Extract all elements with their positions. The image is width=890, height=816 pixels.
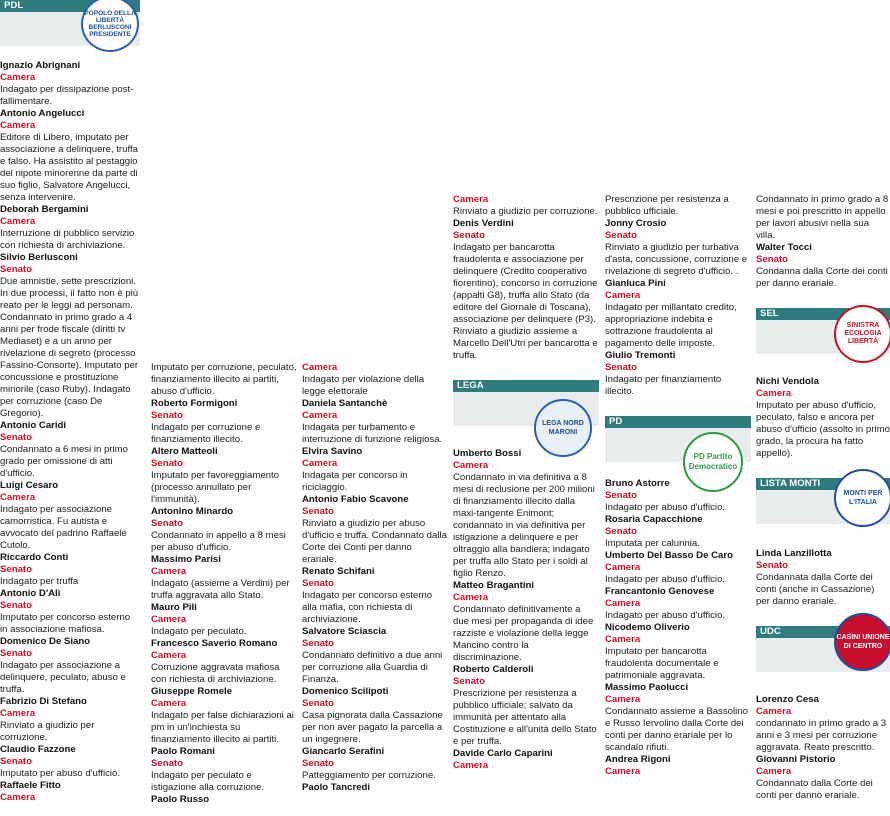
entry-chamber: Senato [151, 458, 183, 469]
entry-text: Condannato definitivo a due anni per corruzione alla Guardia di Finanza. [302, 650, 443, 685]
party-label: LEGA [457, 380, 484, 391]
entry-text: Due amnistie, sette prescrizioni. In due processi, il fatto non è più reato per le leggi ad personam. Condannato in primo grado a 4 anni per frode fiscale (diritti tv Mediaset) e a un anno per rivelazione di segreto (processo Fassino-Consorte). Imputato per concussione e prostituzione minorile (caso Ruby). Indagato per corruzione (caso De Gregorio). [0, 276, 139, 419]
entry-chamber: Senato [302, 578, 334, 589]
party-label: LISTA MONTI [760, 478, 821, 489]
entry-text: Rinviato a giudizio per turbativa d'asta, concussione, corruzione e rivelazione di segreto d'ufficio. . [605, 242, 748, 277]
entry-name: Umberto Del Basso De Caro [605, 550, 733, 561]
entry-text: Imputata per calunnia. [605, 538, 700, 549]
entry-text: Imputato per corruzione, peculato, finanziamento illecito ai partiti, abuso d'ufficio. [151, 362, 297, 397]
entry-chamber: Camera [302, 410, 338, 421]
entry-chamber: Senato [151, 518, 183, 529]
entry-text: Condannato in appello a 8 mesi per abuso d'ufficio. [151, 530, 286, 553]
entry-name: Paolo Russo [151, 794, 210, 805]
pd-logo [683, 432, 743, 492]
entry-chamber: Senato [302, 638, 334, 649]
entry-chamber: Camera [0, 492, 36, 503]
entry-name: Francesco Saverio Romano [151, 638, 278, 649]
entry-chamber: Senato [0, 756, 32, 767]
entry-text: Condannato assieme a Bassolino e Russo Iervolino dalla Corte dei conti per danno erariale per lo scandalo rifiuti. [605, 706, 748, 753]
entry-text: Indagato per abuso d'ufficio. [605, 574, 726, 585]
entry-name: Umberto Bossi [453, 448, 522, 459]
entry-name: Giuseppe Romele [151, 686, 233, 697]
entry-text: Patteggiamento per corruzione. [302, 770, 436, 781]
entry-text: Condannato dalla Corte dei conti per danno erariale. [756, 778, 873, 801]
entry-name: Luigi Cesaro [0, 480, 59, 491]
entry-name: Rosaria Capacchione [605, 514, 703, 525]
entry-name: Ignazio Abrignani [0, 60, 81, 71]
entry-name: Antonio Caridi [0, 420, 67, 431]
entry-chamber: Senato [0, 564, 32, 575]
entry-chamber: Camera [453, 592, 489, 603]
entry-chamber: Camera [756, 706, 792, 717]
entry-name: Mauro Pili [151, 602, 197, 613]
entry-name: Nichi Vendola [756, 376, 819, 387]
entry-chamber: Senato [605, 490, 637, 501]
entry-name: Jonny Crosio [605, 218, 667, 229]
entry-name: Gianluca Pini [605, 278, 666, 289]
monti-logo-text: MONTI PER L'ITALIA [843, 490, 883, 506]
monti-logo [834, 469, 890, 527]
column-pdl [0, 0, 140, 804]
entry-text: Indagato per truffa [0, 576, 79, 587]
entry-chamber: Senato [0, 648, 32, 659]
entry-text: Rinviato a giudizio per corruzione. [453, 206, 598, 217]
entry-text: Rinviato a giudizio per corruzione. [0, 720, 95, 743]
entry-text: Rinviato a giudizio per abuso d'ufficio e truffa. Condannato dalla Corte dei Conti per danno erariale. [302, 518, 447, 565]
entry-text: Imputato per abuso d'ufficio. [0, 768, 121, 779]
entry-text: Condannato a 6 mesi in primo grado per omissione di atti d'ufficio. [0, 444, 128, 479]
udc-logo-text: CASINI UNIONE DI CENTRO [836, 634, 890, 650]
entry-chamber: Camera [605, 290, 641, 301]
entry-chamber: Camera [302, 458, 338, 469]
entry-text: Indagato per finanziamento illecito. [605, 374, 722, 397]
entry-chamber: Camera [0, 72, 36, 83]
party-label: PDL [4, 0, 24, 11]
entry-name: Riccardo Conti [0, 552, 69, 563]
entry-chamber: Camera [151, 698, 187, 709]
column-4 [453, 194, 599, 772]
entry-chamber: Camera [605, 562, 641, 573]
entry-text: Indagata per concorso in riciclaggio. [302, 470, 408, 493]
column-3 [302, 362, 448, 794]
entry-name: Linda Lanzillotta [756, 548, 832, 559]
entry-text: Condannato in primo grado a 8 mesi e poi prescritto in appello per lavori abusivi nella sua villa. [756, 194, 889, 241]
entry-name: Giulio Tremonti [605, 350, 676, 361]
entry-chamber: Camera [0, 120, 36, 131]
entry-name: Massimo Paolucci [605, 682, 689, 693]
entry-text: Indagato per violazione della legge elettorale [302, 374, 425, 397]
entry-name: Paolo Tancredi [302, 782, 371, 793]
entry-chamber: Camera [0, 216, 36, 227]
udc-logo [834, 613, 890, 671]
entry-chamber: Camera [453, 760, 489, 771]
entry-name: Deborah Bergamini [0, 204, 89, 215]
entry-text: Indagato per corruzione e finanziamento illecito. [151, 422, 261, 445]
entry-chamber: Camera [453, 194, 489, 205]
entry-text: condannato in primo grado a 3 anni e 3 mesi per corruzione aggravata. Reato prescritto. [756, 718, 887, 753]
entry-chamber: Senato [151, 758, 183, 769]
entry-chamber: Camera [0, 708, 36, 719]
entry-name: Elvira Savino [302, 446, 363, 457]
entry-text: Prescrizione per resistenza a pubblico ufficiale. [605, 194, 729, 217]
entry-text: Condannata dalla Corte dei conti (anche in Cassazione) per danno erariale. [756, 572, 875, 607]
entry-chamber: Camera [151, 614, 187, 625]
entry-text: Condanna dalla Corte dei conti per danno erariale. [756, 266, 888, 289]
entry-text: Indagato per abuso d'ufficio. [605, 502, 726, 513]
entry-chamber: Camera [756, 388, 792, 399]
entry-name: Altero Matteoli [151, 446, 218, 457]
column-2 [151, 362, 297, 806]
entry-chamber: Senato [453, 230, 485, 241]
entry-name: Silvio Berlusconi [0, 252, 78, 263]
entry-name: Walter Tocci [756, 242, 812, 253]
entry-name: Andrea Rigoni [605, 754, 671, 765]
entry-chamber: Senato [302, 506, 334, 517]
entry-name: Lorenzo Cesa [756, 694, 819, 705]
pdl-logo-text: POPOLO DELLA LIBERTÀ BERLUSCONI PRESIDENTE [84, 10, 136, 38]
entry-name: Paolo Romani [151, 746, 215, 757]
entry-name: Renato Schifani [302, 566, 375, 577]
party-label: SEL [760, 308, 779, 319]
entry-name: Domenico Scilipoti [302, 686, 389, 697]
entry-name: Roberto Formigoni [151, 398, 238, 409]
entry-text: Indagato (assieme a Verdini) per truffa aggravata allo Stato. [151, 578, 290, 601]
entry-chamber: Camera [302, 362, 338, 373]
entry-text: Imputato per abuso d'ufficio, peculato, falso e ancora per abuso d'ufficio (assolto in primo grado, la procura ha fatto appello). [756, 400, 890, 459]
entry-text: Casa pignorata dalla Cassazione per non aver pagato la parcella a un ingegnere. [302, 710, 443, 745]
entry-text: Interruzione di pubblico servizio con richiesta di archiviazione. [0, 228, 135, 251]
sel-logo-text: SINISTRA ECOLOGIA LIBERTÀ [844, 322, 882, 345]
entry-text: Editore di Libero, imputato per associazione a delinquere, truffa e falso. Ha assistito al pestaggio del nipote minorenne da parte di suo figlio, Salvatore Angelucci, senza intervenire. [0, 132, 138, 203]
entry-name: Davide Carlo Caparini [453, 748, 553, 759]
entry-name: Salvatore Sciascia [302, 626, 387, 637]
pd-logo-text: PD Partito Democratico [688, 452, 738, 471]
entry-name: Antonio Fabio Scavone [302, 494, 409, 505]
entry-chamber: Senato [605, 362, 637, 373]
entry-chamber: Camera [756, 766, 792, 777]
entry-text: Prescrizione per resistenza a pubblico ufficiale; salvato da immunità per attentato alla Costituzione e all'unità dello Stato e per truffa. [453, 688, 597, 747]
entry-text: Indagato per concorso esterno alla mafia, con richiesta di archiviazione. [302, 590, 433, 625]
entry-text: Indagato per millantato credito, appropriazione indebita e sottrazione fraudolenta al pagamento delle imposte. [605, 302, 737, 349]
entry-text: Imputato per bancarotta fraudolenta documentale e patrimoniale aggravata. [605, 646, 719, 681]
entry-chamber: Camera [605, 634, 641, 645]
entry-name: Francantonio Genovese [605, 586, 715, 597]
entry-text: Indagato per associazione camorristica. Fu autista e avvocato del padrino Raffaele Cutolo. [0, 504, 127, 551]
entry-text: Imputato per favoreggiamento (processo annullato per l'immunità). [151, 470, 279, 505]
entry-text: Indagato per abuso d'ufficio. [605, 610, 726, 621]
entry-text: Indagata per turbamento e interruzione di funzione religiosa. [302, 422, 443, 445]
entry-name: Denis Verdini [453, 218, 514, 229]
entry-name: Raffaele Fitto [0, 780, 61, 791]
entry-text: Imputato per concorso esterno in associazione mafiosa. [0, 612, 131, 635]
entry-chamber: Camera [151, 650, 187, 661]
entry-text: Indagato per peculato e istigazione alla corruzione. [151, 770, 265, 793]
entry-name: Roberto Calderoli [453, 664, 534, 675]
entry-name: Massimo Parisi [151, 554, 221, 565]
entry-name: Claudio Fazzone [0, 744, 76, 755]
entry-chamber: Senato [0, 600, 32, 611]
entry-chamber: Senato [0, 264, 32, 275]
entry-chamber: Senato [302, 698, 334, 709]
entry-chamber: Senato [0, 432, 32, 443]
entry-chamber: Camera [0, 792, 36, 803]
entry-name: Antonio D'Alì [0, 588, 61, 599]
entry-text: Corruzione aggravata mafiosa con richiesta di archiviazione. [151, 662, 280, 685]
entry-name: Giovanni Pistorio [756, 754, 836, 765]
entry-chamber: Senato [756, 560, 788, 571]
entry-chamber: Senato [453, 676, 485, 687]
lega-logo-text: LEGA NORD MARONI [542, 420, 584, 436]
entry-chamber: Camera [605, 766, 641, 777]
entry-chamber: Camera [453, 460, 489, 471]
entry-text: Condannato definitivamente a due mesi per propaganda di idee razziste e violazione della legge Mancino contro la discriminazione. [453, 604, 594, 663]
entry-chamber: Senato [605, 230, 637, 241]
entry-chamber: Senato [756, 254, 788, 265]
entry-text: Condannato in via definitiva a 8 mesi di reclusione per 200 milioni di finanziamento illecito dalla maxi-tangente Enimont; condannato in via definitiva per istigazione a delinquere e per oltraggio alla bandiera; indagato per truffa allo Stato per i soldi al figlio Renzo. [453, 472, 595, 579]
entry-name: Nicodemo Oliverio [605, 622, 690, 633]
entry-chamber: Senato [151, 410, 183, 421]
lega-logo [534, 399, 592, 457]
entry-name: Domenico De Siano [0, 636, 91, 647]
entry-chamber: Senato [605, 526, 637, 537]
entry-text: Indagato per bancarotta fraudolenta e associazione per delinquere (Credito cooperativo fiorentino), concorso in corruzione (appalti G8), truffa allo Stato (da editore del Giornale di Toscana), associazione per delinquere (P3). Rinviato a giudizio assieme a Marcello Dell'Utri per bancarotta e truffa. [453, 242, 598, 361]
entry-name: Antonino Minardo [151, 506, 234, 517]
entry-name: Bruno Astorre [605, 478, 670, 489]
entry-name: Giancarlo Serafini [302, 746, 385, 757]
entry-text: Indagato per peculato. [151, 626, 247, 637]
sel-logo [834, 305, 890, 363]
entry-name: Matteo Bragantini [453, 580, 535, 591]
party-label: PD [609, 416, 623, 427]
entry-chamber: Senato [302, 758, 334, 769]
entry-text: Indagato per dissipazione post-fallimentare. [0, 84, 134, 107]
entry-chamber: Camera [605, 598, 641, 609]
entry-name: Antonio Angelucci [0, 108, 85, 119]
entry-name: Fabrizio Di Stefano [0, 696, 87, 707]
entry-name: Daniela Santanchè [302, 398, 388, 409]
entry-text: Indagato per false dichiarazioni ai pm in un'inchiesta su finanziamento illecito ai partiti. [151, 710, 294, 745]
entry-chamber: Camera [605, 694, 641, 705]
entry-text: Indagato per associazione a delinquere, peculato, abuso e truffa. [0, 660, 126, 695]
entry-chamber: Camera [151, 566, 187, 577]
party-label: UDC [760, 626, 781, 637]
